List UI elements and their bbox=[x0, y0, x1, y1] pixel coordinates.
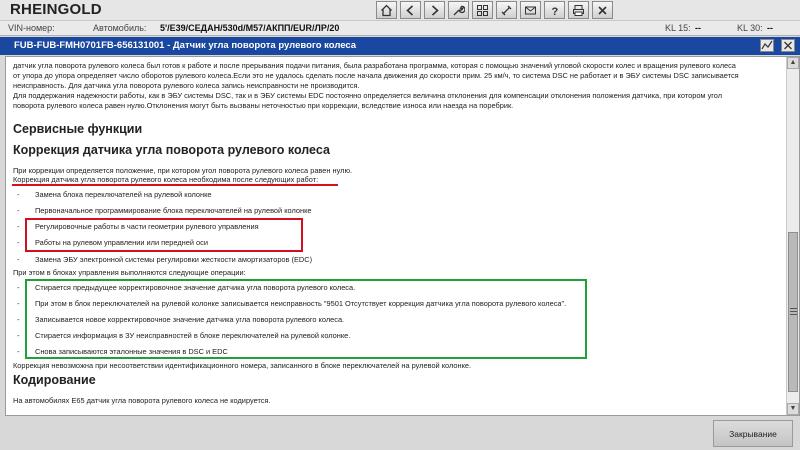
close-button[interactable]: Закрывание bbox=[713, 420, 793, 447]
list-item: - Стирается информация в ЗУ неисправностей в блоке переключателей на рулевой колонке. bbox=[17, 331, 351, 340]
app-brand: RHEINGOLD bbox=[10, 1, 102, 18]
intro-line: поворота рулевого колеса равен нулю.Отклонения могут быть вызваны неточностью при коррекции, вследствие износа или наезда на поребрик. bbox=[13, 101, 514, 110]
top-bar bbox=[0, 0, 800, 20]
para-coding: На автомобилях E65 датчик угла поворота рулевого колеса не кодируется. bbox=[13, 396, 271, 405]
para-correction-1: При коррекции определяется положение, при котором угол поворота рулевого колеса равен нулю. bbox=[13, 166, 353, 175]
para-operations: При этом в блоках управления выполняются следующие операции: bbox=[13, 268, 246, 277]
heading-correction: Коррекция датчика угла поворота рулевого колеса bbox=[13, 143, 330, 157]
intro-line: от упора до упора определяет число оборотов рулевого колеса.Если это не удалось сделать после начала движения до скорости прим. 25 км/ч, то система DSC не работает и в ЭБУ системы DSC записывается bbox=[13, 71, 739, 80]
list-item: - Стирается предыдущее корректировочное значение датчика угла поворота рулевого колеса. bbox=[17, 283, 356, 292]
intro-line: Для поддержания надежности работы, как в ЭБУ системы DSC, так и в ЭБУ системы EDC постоянно определяется величина отклонения для компенсации отклонения положения датчика, при котором угол bbox=[13, 91, 723, 100]
list-item: - Работы на рулевом управлении или передней оси bbox=[17, 238, 208, 247]
intro-line: датчик угла поворота рулевого колеса был готов к работе и после прерывания подачи питания, была разработана программа, которая с помощью значений угловой скорости колес и вращения рулевого колеса bbox=[13, 61, 736, 70]
svg-text:?: ? bbox=[551, 5, 559, 17]
mail-icon[interactable] bbox=[520, 1, 541, 19]
vehicle-label: Автомобиль: bbox=[93, 23, 147, 33]
graph-icon[interactable] bbox=[760, 39, 774, 52]
window-close-icon[interactable] bbox=[781, 39, 795, 52]
home-icon[interactable] bbox=[376, 1, 397, 19]
list-item: - При этом в блок переключателей на рулевой колонке записывается неисправность "9501 Отсутствует коррекция датчика угла поворота рулевого колеса". bbox=[17, 299, 567, 308]
list-item: - Записывается новое корректировочное значение датчика угла поворота рулевого колеса. bbox=[17, 315, 345, 324]
red-box-annotation bbox=[25, 218, 303, 252]
document-title: FUB-FUB-FMH0701FB-656131001 - Датчик угла поворота рулевого колеса bbox=[14, 40, 357, 51]
document-content-panel bbox=[5, 56, 800, 416]
vehicle-info-bar bbox=[0, 20, 800, 36]
toolbar bbox=[376, 1, 613, 19]
list-item: - Первоначальное программирование блока переключателей на рулевой колонке bbox=[17, 206, 312, 215]
list-item: - Замена блока переключателей на рулевой колонке bbox=[17, 190, 212, 199]
kl15-label: KL 15: bbox=[665, 23, 691, 33]
wrench-icon[interactable] bbox=[448, 1, 469, 19]
scroll-thumb[interactable] bbox=[788, 232, 798, 392]
forward-icon[interactable] bbox=[424, 1, 445, 19]
heading-service-functions: Сервисные функции bbox=[13, 122, 143, 136]
print-icon[interactable] bbox=[568, 1, 589, 19]
para-correction-impossible: Коррекция невозможна при несоответствии идентификационного номера, записанного в блоке переключателей на рулевой колонке. bbox=[13, 361, 472, 370]
para-correction-2: Коррекция датчика угла поворота рулевого колеса необходима после следующих работ: bbox=[13, 175, 319, 184]
vertical-scrollbar[interactable] bbox=[786, 57, 799, 415]
heading-coding: Кодирование bbox=[13, 373, 96, 387]
list-item: - Замена ЭБУ электронной системы регулировки жесткости амортизаторов (EDC) bbox=[17, 255, 313, 264]
scroll-up-icon[interactable]: ▲ bbox=[787, 57, 799, 69]
document-title-bar bbox=[0, 37, 800, 55]
kl30-value: -- bbox=[767, 23, 773, 33]
vin-label: VIN-номер: bbox=[8, 23, 55, 33]
kl30-label: KL 30: bbox=[737, 23, 763, 33]
link-icon[interactable] bbox=[496, 1, 517, 19]
scroll-down-icon[interactable]: ▼ bbox=[787, 403, 799, 415]
grid-icon[interactable] bbox=[472, 1, 493, 19]
close-icon[interactable] bbox=[592, 1, 613, 19]
red-underline-annotation bbox=[12, 184, 338, 186]
back-icon[interactable] bbox=[400, 1, 421, 19]
list-item: - Регулировочные работы в части геометрии рулевого управления bbox=[17, 222, 259, 231]
kl15-value: -- bbox=[695, 23, 701, 33]
help-icon[interactable] bbox=[544, 1, 565, 19]
vehicle-value: 5'/E39/СЕДАН/530d/M57/АКПП/EUR/ЛР/20 bbox=[160, 23, 340, 33]
list-item: - Снова записываются эталонные значения в DSC и EDC bbox=[17, 347, 228, 356]
green-box-annotation bbox=[25, 279, 587, 359]
intro-line: неисправность. Для датчика угла поворота рулевого колеса запись неисправности не производится. bbox=[13, 81, 360, 90]
